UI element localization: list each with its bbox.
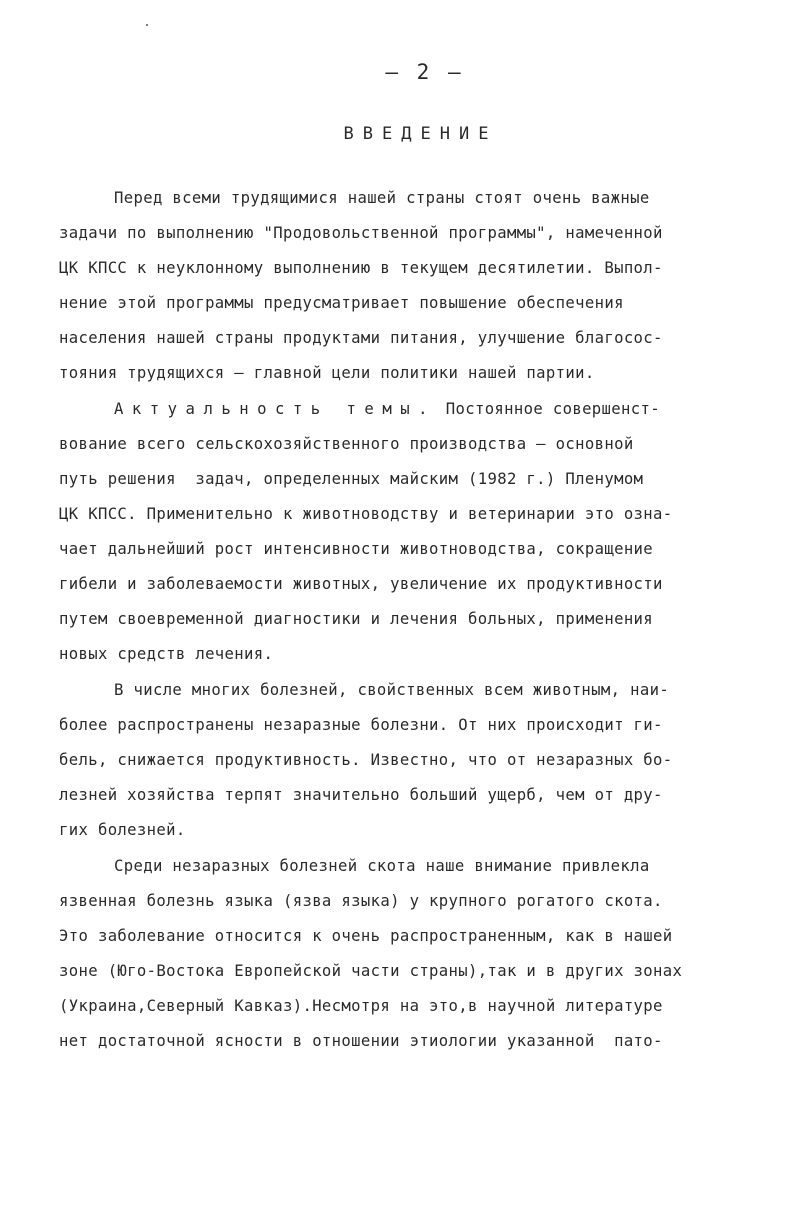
page-number: – 2 – [385, 60, 464, 84]
paragraph-2-line-6: гибели и заболеваемости животных, увеличение их продуктивности [59, 575, 663, 593]
paragraph-2-line-5: чает дальнейший рост интенсивности животноводства, сокращение [59, 540, 654, 558]
paragraph-1-line-5: населения нашей страны продуктами питания, улучшение благосос- [59, 329, 663, 347]
paragraph-2-line-8: новых средств лечения. [59, 645, 274, 663]
paragraph-4-line-4: зоне (Юго-Востока Европейской части страны),так и в других зонах [59, 962, 683, 980]
paragraph-2-line-7: путем своевременной диагностики и лечения больных, применения [59, 610, 654, 628]
paragraph-4-line-2: язвенная болезнь языка (язва языка) у крупного рогатого скота. [59, 892, 663, 910]
paragraph-3-line-4: лезней хозяйства терпят значительно больший ущерб, чем от дру- [59, 786, 663, 804]
paragraph-1-line-4: нение этой программы предусматривает повышение обеспечения [59, 294, 624, 312]
paragraph-2-line-3: путь решения задач, определенных майским (1982 г.) Пленумом [59, 470, 644, 488]
paragraph-4-line-6: нет достаточной ясности в отношении этиологии указанной пато- [59, 1032, 663, 1050]
paragraph-1-line-3: ЦК КПСС к неуклонному выполнению в текущем десятилетии. Выпол- [59, 259, 663, 277]
paragraph-2-line-1-text: Постоянное совершенст- [436, 400, 660, 418]
paragraph-4-line-1: Среди незаразных болезней скота наше внимание привлекла [114, 857, 650, 875]
paragraph-3-line-3: бель, снижается продуктивность. Известно, что от незаразных бо- [59, 751, 673, 769]
paragraph-3-line-2: более распространены незаразные болезни. От них происходит ги- [59, 716, 663, 734]
section-heading: ВВЕДЕНИЕ [343, 124, 498, 144]
paragraph-2-line-2: вование всего сельскохозяйственного производства – основной [59, 435, 634, 453]
scan-mark [146, 24, 148, 26]
topic-relevance-lead: Актуальность темы. [114, 400, 436, 418]
paragraph-4-line-5: (Украина,Северный Кавказ).Несмотря на это,в научной литературе [59, 997, 663, 1015]
paragraph-3-line-5: гих болезней. [59, 821, 186, 839]
paragraph-1-line-1: Перед всеми трудящимися нашей страны стоят очень важные [114, 189, 650, 207]
paragraph-2-line-4: ЦК КПСС. Применительно к животноводству и ветеринарии это озна- [59, 505, 673, 523]
paragraph-2-line-1 [114, 397, 660, 421]
paragraph-3-line-1: В числе многих болезней, свойственных всем животным, наи- [114, 681, 670, 699]
paragraph-1-line-6: тояния трудящихся – главной цели политики нашей партии. [59, 364, 595, 382]
paragraph-4-line-3: Это заболевание относится к очень распространенным, как в нашей [59, 927, 673, 945]
paragraph-1-line-2: задачи по выполнению "Продовольственной программы", намеченной [59, 224, 663, 242]
